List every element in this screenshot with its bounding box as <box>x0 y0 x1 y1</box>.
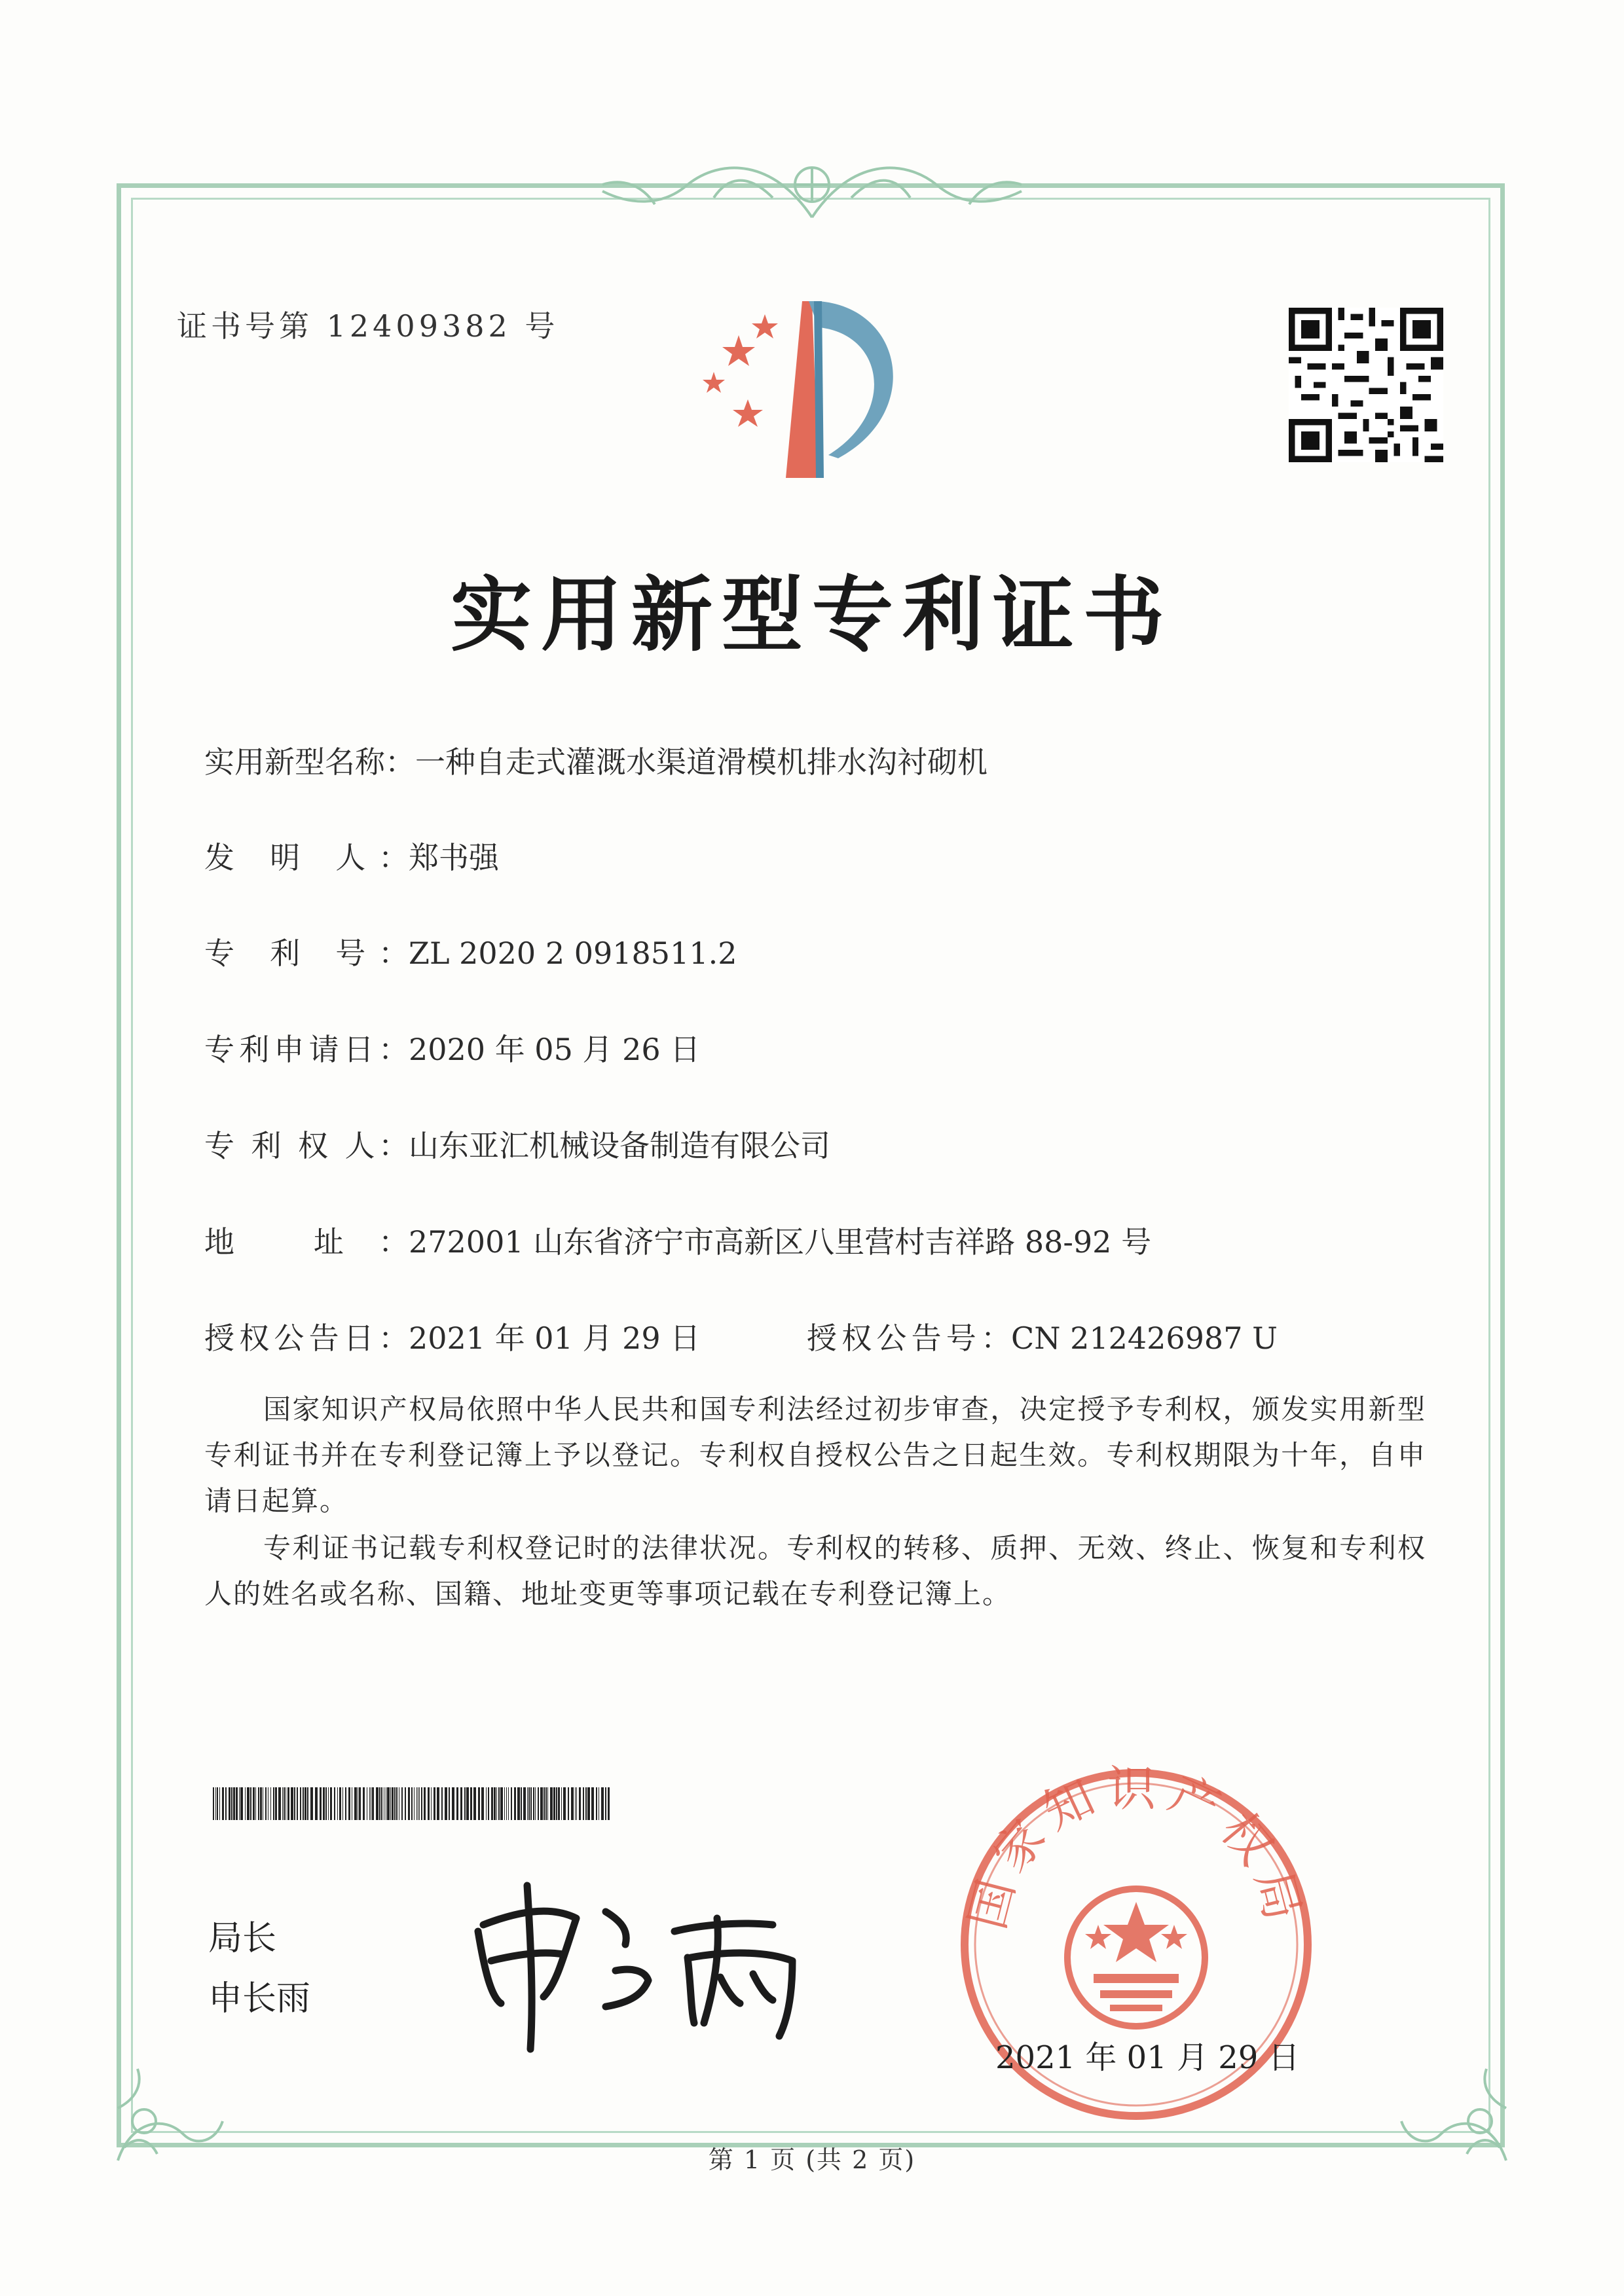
barcode <box>213 1787 614 1820</box>
certificate-number-label: 证书号第 <box>177 308 313 344</box>
field-inventor <box>204 834 499 877</box>
inventor-label: 发 明 人： <box>204 840 409 875</box>
grant-date-label: 授权公告日： <box>204 1321 409 1356</box>
page-indicator: 第 1 页 (共 2 页) <box>708 2145 916 2174</box>
field-utility-name <box>204 738 987 782</box>
field-address <box>204 1218 1151 1262</box>
patent-number-value: ZL 2020 2 0918511.2 <box>409 936 737 971</box>
top-ornament <box>576 145 1048 224</box>
certificate-number <box>177 302 559 346</box>
inventor-value: 郑书强 <box>409 840 499 875</box>
patentee-label: 专 利 权 人： <box>204 1128 409 1163</box>
grant-number-value: CN 212426987 U <box>1011 1321 1278 1356</box>
filing-date-value: 2020 年 05 月 26 日 <box>409 1032 701 1067</box>
utility-name-value: 一种自走式灌溉水渠道滑模机排水沟衬砌机 <box>415 744 987 780</box>
grant-date-value: 2021 年 01 月 29 日 <box>409 1321 701 1356</box>
certificate-title: 实用新型专利证书 <box>450 568 1173 663</box>
patent-number-label: 专 利 号： <box>204 936 409 971</box>
director-name: 申长雨 <box>208 1979 311 2018</box>
field-filing-date <box>204 1026 700 1069</box>
director-title: 局长 <box>208 1919 277 1958</box>
qr-code <box>1289 308 1443 462</box>
certificate-number-suffix: 号 <box>525 308 559 344</box>
cnipa-logo <box>688 288 936 484</box>
director-signature <box>465 1872 819 2056</box>
certificate-number-value: 12409382 <box>326 308 511 344</box>
field-grant-date <box>204 1315 700 1358</box>
address-label: 地 址： <box>204 1224 409 1260</box>
legal-paragraph-2: 专利证书记载专利权登记时的法律状况。专利权的转移、质押、无效、终止、恢复和专利权人的姓名或名称、国籍、地址变更等事项记载在专利登记簿上。 <box>204 1532 1426 1610</box>
seal-date: 2021 年 01 月 29 日 <box>995 2039 1300 2076</box>
utility-name-label: 实用新型名称： <box>204 744 415 780</box>
legal-paragraph-1: 国家知识产权局依照中华人民共和国专利法经过初步审查，决定授予专利权，颁发实用新型专利证书并在专利登记簿上予以登记。专利权自授权公告之日起生效。专利权期限为十年，自申请日起算。 <box>204 1393 1426 1517</box>
field-patent-number <box>204 930 737 973</box>
field-patentee <box>204 1122 830 1165</box>
filing-date-label: 专利申请日： <box>204 1032 409 1067</box>
patentee-value: 山东亚汇机械设备制造有限公司 <box>409 1128 830 1163</box>
grant-number-label: 授权公告号： <box>807 1321 1011 1356</box>
address-value: 272001 山东省济宁市高新区八里营村吉祥路 88-92 号 <box>409 1224 1152 1260</box>
seal-text: 国家知识产权局 <box>959 1761 1314 1935</box>
field-grant-number <box>807 1315 1278 1358</box>
